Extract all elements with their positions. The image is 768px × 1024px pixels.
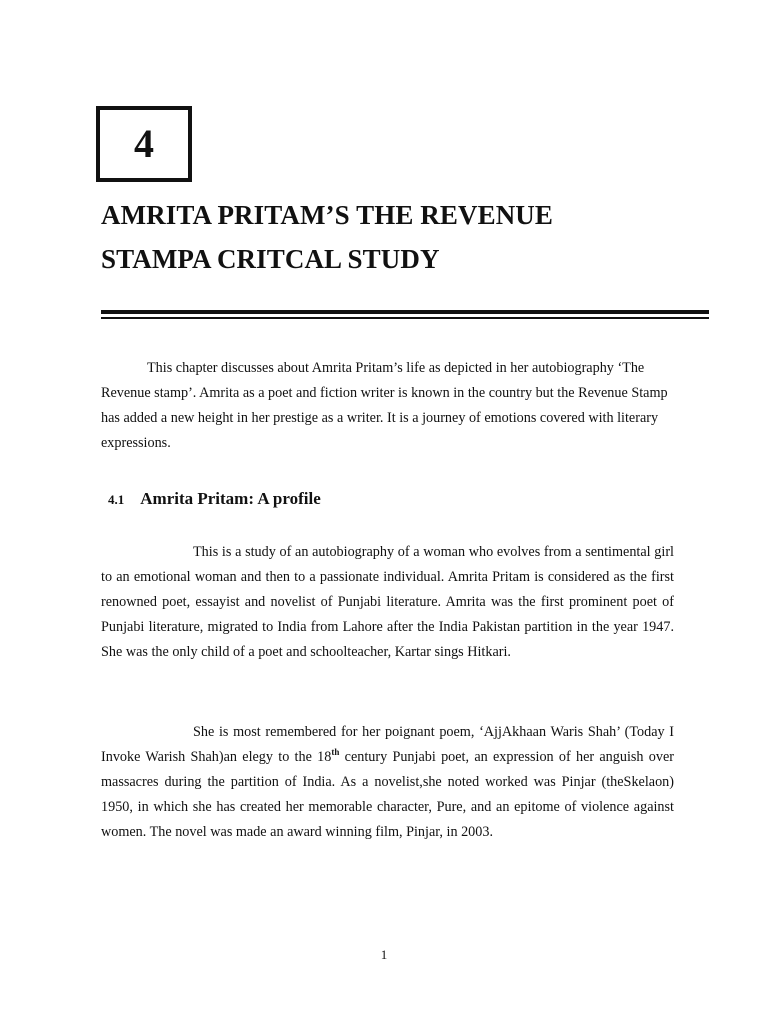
chapter-title [101, 193, 721, 281]
chapter-number: 4 [134, 121, 154, 166]
profile-paragraph-1: This is a study of an autobiography of a woman who evolves from a sentimental girl to an emotional woman and then to a passionate individual. Amrita Pritam is considered as the first renowned poet, essayist and novelist of Punjabi literature. Amrita was the first prominent poet of Punjabi literature, migrated to India from Lahore after the India Pakistan partition in the year 1947. She was the only child of a poet and schoolteacher, Kartar sings Hitkari. [101, 544, 674, 660]
title-divider-thick [101, 310, 709, 314]
ordinal-superscript: th [331, 747, 340, 757]
section-number: 4.1 [108, 492, 125, 507]
section-title: Amrita Pritam: A profile [140, 489, 321, 508]
title-divider-thin [101, 317, 709, 319]
paragraph-2-text-end: century Punjabi poet, an expression of her anguish over massacres during the partition of India. As a novelist,she noted worked was Pinjar (theSkelaon) 1950, in which she has created her memorable character, Pure, and an epitome of violence against women. The novel was made an award winning film, Pinjar, in 2003. [101, 749, 674, 840]
profile-paragraph-2 [101, 720, 674, 845]
page-number: 1 [380, 947, 388, 962]
paragraph-2-text-start: She is most remembered for her poignant poem, ‘AjjAkhaan Waris Shah’ (Today I Invoke Warish Shah)an elegy to the 18 [101, 724, 674, 765]
chapter-number-box [96, 106, 192, 182]
chapter-title-line-2: STAMPA CRITCAL STUDY [101, 244, 440, 274]
intro-paragraph: This chapter discusses about Amrita Pritam’s life as depicted in her autobiography ‘The Revenue stamp’. Amrita as a poet and fiction writer is known in the country but the Revenue Stamp has added a new height in her prestige as a writer. It is a journey of emotions covered with literary expressions. [101, 360, 668, 451]
section-heading [108, 484, 608, 511]
chapter-title-line-1: AMRITA PRITAM’S THE REVENUE [101, 200, 553, 230]
